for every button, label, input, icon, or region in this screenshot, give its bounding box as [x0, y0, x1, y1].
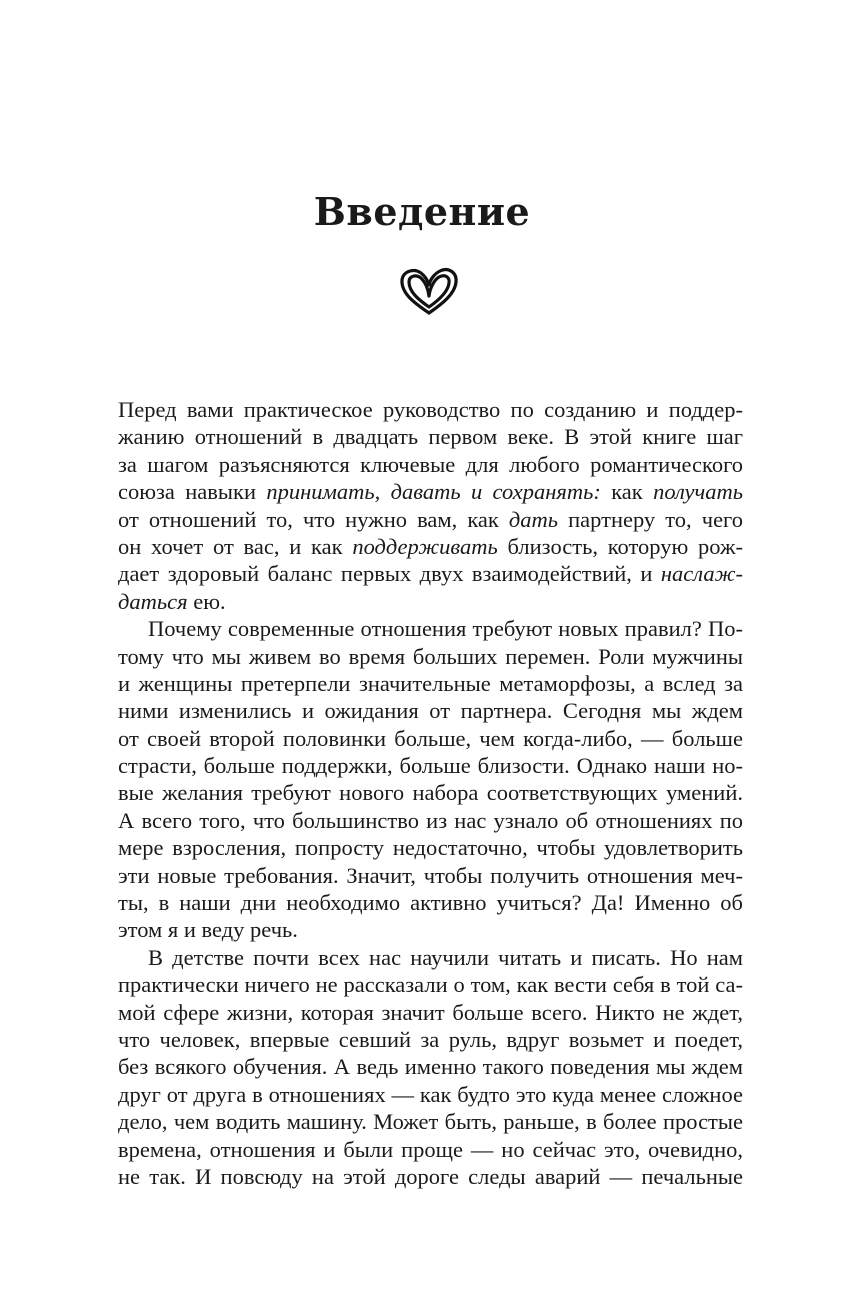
text-line	[118, 396, 743, 423]
text-line	[118, 834, 743, 861]
text-segment: дает здоровый баланс первых двух взаимодействий, и	[118, 561, 661, 587]
text-line	[118, 999, 743, 1026]
text-segment: близость, которую рож-	[497, 533, 743, 559]
text-segment: А всего того, что большинство из нас узнало об отношениях по	[118, 807, 743, 833]
text-segment: друг от друга в отношениях — как будто это куда менее сложное	[118, 1081, 743, 1107]
italic-text: даться	[118, 588, 188, 614]
text-segment: он хочет от вас, и как	[118, 533, 353, 559]
text-segment: что человек, впервые севший за руль, вдруг возьмет и поедет,	[118, 1026, 743, 1052]
text-segment: партнеру то, чего	[558, 506, 743, 532]
text-segment: ею.	[187, 588, 226, 614]
text-segment: как	[600, 479, 654, 505]
text-segment: дело, чем водить машину. Может быть, раньше, в более простые	[118, 1109, 743, 1135]
text-line	[118, 451, 743, 478]
text-segment: времена, отношения и были проще — но сейчас это, очевидно,	[118, 1136, 743, 1162]
text-line	[118, 506, 743, 533]
italic-text: принимать, давать и сохранять:	[266, 479, 601, 505]
text-line	[118, 916, 743, 943]
text-line	[118, 752, 743, 779]
italic-text: дать	[508, 506, 559, 532]
text-line	[118, 1053, 743, 1080]
text-line	[118, 971, 743, 998]
text-segment: жанию отношений в двадцать первом веке. В этой книге шаг	[118, 424, 743, 450]
text-segment: мой сфере жизни, которая значит больше всего. Никто не ждет,	[118, 999, 743, 1025]
text-segment: тому что мы живем во время больших перемен. Роли мужчины	[118, 643, 743, 669]
text-segment: Перед вами практическое руководство по созданию и поддер-	[118, 397, 743, 422]
text-segment: практически ничего не рассказали о том, как вести себя в той са-	[118, 972, 743, 998]
text-segment: от своей второй половинки больше, чем когда-либо, — больше	[118, 725, 743, 751]
text-line	[118, 807, 743, 834]
text-segment: вые желания требуют нового набора соответствующих умений.	[118, 780, 743, 806]
text-segment: за шагом разъясняются ключевые для любого романтического	[118, 451, 743, 477]
text-line	[118, 862, 743, 889]
chapter-title: Введение	[313, 189, 531, 235]
text-segment: союза навыки	[118, 479, 267, 505]
text-segment: ты, в наши дни необходимо активно учиться? Да! Именно об	[118, 890, 743, 916]
italic-text: поддерживать	[352, 533, 498, 559]
text-line	[118, 697, 743, 724]
text-line	[118, 533, 743, 560]
text-line	[118, 1136, 743, 1163]
text-line	[118, 889, 743, 916]
text-line	[118, 615, 743, 642]
text-segment: этом я и веду речь.	[118, 917, 298, 943]
text-segment: страсти, больше поддержки, больше близости. Однако наши но-	[118, 753, 743, 779]
text-line	[118, 588, 743, 615]
italic-text: наслаж-	[660, 561, 743, 587]
text-line	[118, 944, 743, 971]
body-text	[118, 396, 743, 1190]
heart-icon	[398, 266, 460, 318]
italic-text: получать	[653, 479, 743, 505]
text-line	[118, 1081, 743, 1108]
text-segment: ними изменились и ожидания от партнера. Сегодня мы ждем	[118, 698, 743, 724]
text-line	[118, 725, 743, 752]
text-line	[118, 1108, 743, 1135]
text-segment: и женщины претерпели значительные метаморфозы, а вслед за	[118, 670, 743, 696]
text-line	[118, 1026, 743, 1053]
text-line	[118, 478, 743, 505]
text-line	[118, 643, 743, 670]
text-line	[118, 560, 743, 587]
text-segment: не так. И повсюду на этой дороге следы аварий — печальные	[118, 1163, 743, 1189]
text-line	[118, 670, 743, 697]
text-segment: В детстве почти всех нас научили читать и писать. Но нам	[148, 944, 743, 970]
text-line	[118, 779, 743, 806]
text-line	[118, 423, 743, 450]
text-segment: эти новые требования. Значит, чтобы получить отношения меч-	[118, 862, 743, 888]
text-segment: мере взросления, попросту недостаточно, чтобы удовлетворить	[118, 835, 743, 861]
text-segment: от отношений то, что нужно вам, как	[118, 506, 509, 532]
text-segment: без всякого обучения. А ведь именно такого поведения мы ждем	[118, 1054, 743, 1080]
text-segment: Почему современные отношения требуют новых правил? По-	[148, 616, 743, 642]
text-line	[118, 1163, 743, 1190]
